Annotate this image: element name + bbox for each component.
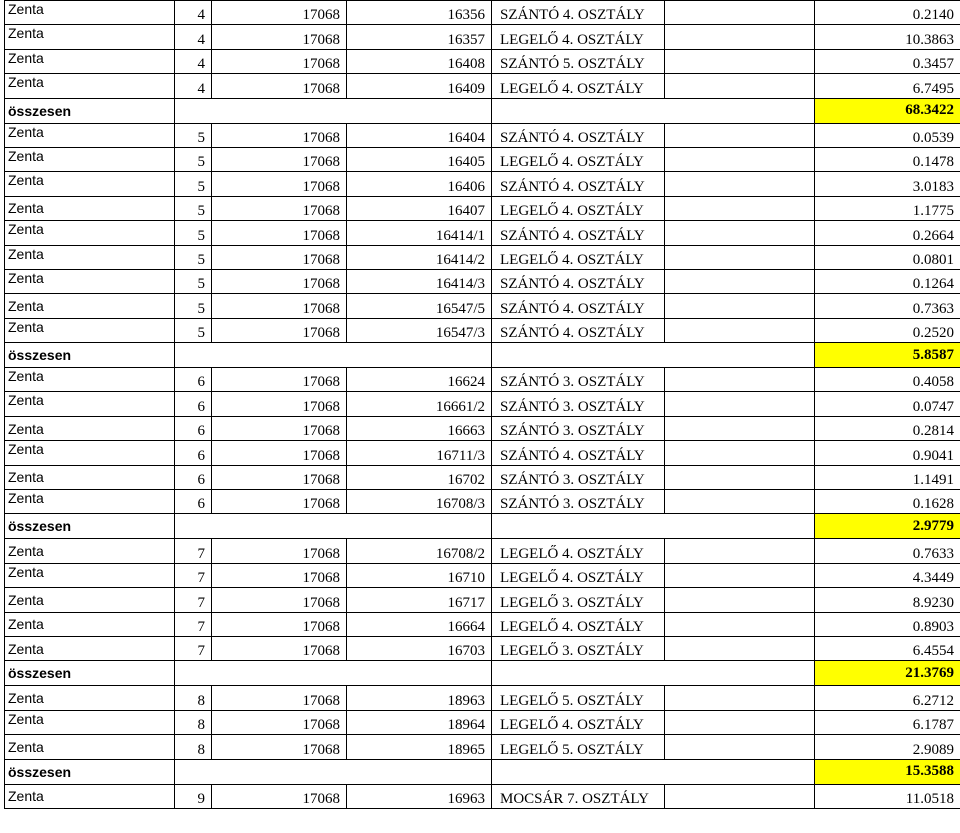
block-cell: 8 [175,686,212,710]
spacer-cell [665,392,815,416]
total-value: 15.3588 [815,759,960,784]
total-label: összesen [5,759,175,784]
spacer-cell [665,25,815,49]
district-cell: 17068 [212,686,347,710]
spacer-cell [665,539,815,563]
total-spacer-cell [175,343,492,368]
spacer-cell [665,710,815,734]
district-cell: 17068 [212,563,347,587]
place-cell: Zenta [5,221,175,245]
total-value: 68.3422 [815,98,960,123]
cultivation-cell: LEGELŐ 4. OSZTÁLY [492,74,665,98]
spacer-cell [665,74,815,98]
place-cell: Zenta [5,735,175,759]
spacer-cell [665,123,815,147]
table-row [5,465,960,489]
total-spacer-cell [175,661,492,686]
district-cell: 17068 [212,123,347,147]
cultivation-cell: SZÁNTÓ 3. OSZTÁLY [492,416,665,440]
area-cell: 6.1787 [815,710,960,734]
district-cell: 17068 [212,318,347,342]
place-cell: Zenta [5,74,175,98]
place-cell: Zenta [5,636,175,660]
cultivation-cell: SZÁNTÓ 4. OSZTÁLY [492,318,665,342]
cultivation-cell: SZÁNTÓ 4. OSZTÁLY [492,172,665,196]
district-cell: 17068 [212,245,347,269]
area-cell: 0.7633 [815,539,960,563]
parcel-cell: 16409 [347,74,492,98]
parcel-cell: 16710 [347,563,492,587]
spacer-cell [665,147,815,171]
area-cell: 0.1478 [815,147,960,171]
parcel-cell: 16703 [347,636,492,660]
place-cell: Zenta [5,465,175,489]
block-cell: 7 [175,612,212,636]
cultivation-cell: SZÁNTÓ 4. OSZTÁLY [492,269,665,293]
table-row [5,563,960,587]
block-cell: 5 [175,172,212,196]
place-cell: Zenta [5,245,175,269]
place-cell: Zenta [5,441,175,465]
cultivation-cell: SZÁNTÓ 4. OSZTÁLY [492,1,665,25]
spacer-cell [665,416,815,440]
place-cell: Zenta [5,172,175,196]
table-row [5,710,960,734]
cultivation-cell: LEGELŐ 4. OSZTÁLY [492,612,665,636]
parcel-cell: 16414/1 [347,221,492,245]
total-spacer-cell [492,661,815,686]
block-cell: 5 [175,318,212,342]
block-cell: 9 [175,784,212,808]
district-cell: 17068 [212,735,347,759]
parcel-cell: 16404 [347,123,492,147]
area-cell: 0.1628 [815,490,960,514]
district-cell: 17068 [212,441,347,465]
total-spacer-cell [492,343,815,368]
block-cell: 8 [175,735,212,759]
block-cell: 8 [175,710,212,734]
place-cell: Zenta [5,490,175,514]
parcel-cell: 16414/2 [347,245,492,269]
area-cell: 6.7495 [815,74,960,98]
area-cell: 10.3863 [815,25,960,49]
place-cell: Zenta [5,123,175,147]
total-row [5,514,960,539]
area-cell: 0.2664 [815,221,960,245]
total-spacer-cell [492,98,815,123]
area-cell: 0.2520 [815,318,960,342]
place-cell: Zenta [5,1,175,25]
spacer-cell [665,686,815,710]
parcel-cell: 16408 [347,49,492,73]
table-row [5,368,960,392]
total-row [5,759,960,784]
spacer-cell [665,1,815,25]
cultivation-cell: SZÁNTÓ 3. OSZTÁLY [492,392,665,416]
spacer-cell [665,269,815,293]
area-cell: 0.8903 [815,612,960,636]
place-cell: Zenta [5,25,175,49]
district-cell: 17068 [212,196,347,220]
spacer-cell [665,563,815,587]
area-cell: 0.4058 [815,368,960,392]
block-cell: 6 [175,416,212,440]
table-row [5,588,960,612]
parcel-cell: 16547/5 [347,294,492,318]
table-row [5,441,960,465]
table-row [5,74,960,98]
parcel-cell: 16405 [347,147,492,171]
block-cell: 4 [175,1,212,25]
parcel-cell: 16356 [347,1,492,25]
table-row [5,686,960,710]
district-cell: 17068 [212,269,347,293]
area-cell: 0.0747 [815,392,960,416]
table-row [5,196,960,220]
spacer-cell [665,172,815,196]
spacer-cell [665,441,815,465]
district-cell: 17068 [212,392,347,416]
district-cell: 17068 [212,172,347,196]
place-cell: Zenta [5,686,175,710]
cultivation-cell: LEGELŐ 5. OSZTÁLY [492,686,665,710]
block-cell: 5 [175,269,212,293]
table-row [5,245,960,269]
total-label: összesen [5,98,175,123]
table-row [5,49,960,73]
block-cell: 4 [175,49,212,73]
table-row [5,318,960,342]
area-cell: 0.0539 [815,123,960,147]
district-cell: 17068 [212,465,347,489]
parcel-cell: 18965 [347,735,492,759]
place-cell: Zenta [5,784,175,808]
cultivation-cell: SZÁNTÓ 3. OSZTÁLY [492,490,665,514]
cultivation-cell: SZÁNTÓ 5. OSZTÁLY [492,49,665,73]
cultivation-cell: LEGELŐ 5. OSZTÁLY [492,735,665,759]
cultivation-cell: LEGELŐ 4. OSZTÁLY [492,25,665,49]
cultivation-cell: LEGELŐ 4. OSZTÁLY [492,563,665,587]
district-cell: 17068 [212,416,347,440]
parcel-cell: 16624 [347,368,492,392]
block-cell: 5 [175,123,212,147]
place-cell: Zenta [5,269,175,293]
total-value: 21.3769 [815,661,960,686]
place-cell: Zenta [5,563,175,587]
place-cell: Zenta [5,588,175,612]
spacer-cell [665,636,815,660]
spacer-cell [665,368,815,392]
district-cell: 17068 [212,1,347,25]
total-spacer-cell [175,514,492,539]
total-label: összesen [5,514,175,539]
parcel-cell: 16663 [347,416,492,440]
place-cell: Zenta [5,710,175,734]
spacer-cell [665,735,815,759]
area-cell: 1.1775 [815,196,960,220]
spacer-cell [665,465,815,489]
block-cell: 5 [175,294,212,318]
cultivation-cell: SZÁNTÓ 4. OSZTÁLY [492,294,665,318]
parcel-cell: 18963 [347,686,492,710]
area-cell: 0.3457 [815,49,960,73]
total-value: 5.8587 [815,343,960,368]
cultivation-cell: SZÁNTÓ 4. OSZTÁLY [492,123,665,147]
cultivation-cell: LEGELŐ 3. OSZTÁLY [492,636,665,660]
parcel-cell: 16661/2 [347,392,492,416]
parcel-table-body [5,1,960,809]
place-cell: Zenta [5,318,175,342]
place-cell: Zenta [5,416,175,440]
parcel-cell: 16963 [347,784,492,808]
total-spacer-cell [175,759,492,784]
place-cell: Zenta [5,392,175,416]
block-cell: 5 [175,196,212,220]
parcel-cell: 16664 [347,612,492,636]
total-spacer-cell [175,98,492,123]
block-cell: 5 [175,221,212,245]
district-cell: 17068 [212,221,347,245]
district-cell: 17068 [212,636,347,660]
place-cell: Zenta [5,49,175,73]
spacer-cell [665,245,815,269]
table-row [5,392,960,416]
table-row [5,612,960,636]
place-cell: Zenta [5,612,175,636]
cultivation-cell: LEGELŐ 4. OSZTÁLY [492,245,665,269]
area-cell: 6.2712 [815,686,960,710]
district-cell: 17068 [212,147,347,171]
block-cell: 7 [175,636,212,660]
block-cell: 5 [175,245,212,269]
table-row [5,147,960,171]
area-cell: 2.9089 [815,735,960,759]
spacer-cell [665,49,815,73]
parcel-cell: 18964 [347,710,492,734]
table-row [5,269,960,293]
district-cell: 17068 [212,294,347,318]
parcel-cell: 16708/3 [347,490,492,514]
cultivation-cell: LEGELŐ 4. OSZTÁLY [492,539,665,563]
cultivation-cell: MOCSÁR 7. OSZTÁLY [492,784,665,808]
area-cell: 8.9230 [815,588,960,612]
total-label: összesen [5,343,175,368]
district-cell: 17068 [212,539,347,563]
total-spacer-cell [492,514,815,539]
table-row [5,123,960,147]
parcel-cell: 16708/2 [347,539,492,563]
spacer-cell [665,490,815,514]
table-row [5,539,960,563]
table-row [5,1,960,25]
spacer-cell [665,588,815,612]
total-row [5,343,960,368]
block-cell: 6 [175,392,212,416]
cultivation-cell: LEGELŐ 4. OSZTÁLY [492,196,665,220]
place-cell: Zenta [5,147,175,171]
area-cell: 4.3449 [815,563,960,587]
district-cell: 17068 [212,25,347,49]
total-value: 2.9779 [815,514,960,539]
table-row [5,416,960,440]
area-cell: 11.0518 [815,784,960,808]
total-row [5,98,960,123]
table-row [5,221,960,245]
block-cell: 7 [175,539,212,563]
cultivation-cell: LEGELŐ 3. OSZTÁLY [492,588,665,612]
table-row [5,735,960,759]
parcel-cell: 16717 [347,588,492,612]
area-cell: 0.2140 [815,1,960,25]
spacer-cell [665,221,815,245]
district-cell: 17068 [212,49,347,73]
spacer-cell [665,784,815,808]
place-cell: Zenta [5,196,175,220]
block-cell: 7 [175,563,212,587]
area-cell: 1.1491 [815,465,960,489]
block-cell: 7 [175,588,212,612]
place-cell: Zenta [5,539,175,563]
area-cell: 0.9041 [815,441,960,465]
parcel-table [4,0,960,809]
area-cell: 0.7363 [815,294,960,318]
parcel-cell: 16407 [347,196,492,220]
district-cell: 17068 [212,74,347,98]
place-cell: Zenta [5,368,175,392]
block-cell: 6 [175,441,212,465]
parcel-cell: 16702 [347,465,492,489]
district-cell: 17068 [212,368,347,392]
table-row [5,636,960,660]
total-row [5,661,960,686]
block-cell: 6 [175,490,212,514]
block-cell: 5 [175,147,212,171]
table-row [5,25,960,49]
table-row [5,490,960,514]
parcel-cell: 16406 [347,172,492,196]
area-cell: 3.0183 [815,172,960,196]
place-cell: Zenta [5,294,175,318]
table-row [5,784,960,808]
district-cell: 17068 [212,612,347,636]
block-cell: 6 [175,465,212,489]
spacer-cell [665,318,815,342]
cultivation-cell: LEGELŐ 4. OSZTÁLY [492,147,665,171]
parcel-cell: 16711/3 [347,441,492,465]
spacer-cell [665,196,815,220]
district-cell: 17068 [212,784,347,808]
spacer-cell [665,612,815,636]
total-spacer-cell [492,759,815,784]
table-row [5,294,960,318]
total-label: összesen [5,661,175,686]
spacer-cell [665,294,815,318]
cultivation-cell: SZÁNTÓ 4. OSZTÁLY [492,441,665,465]
area-cell: 0.2814 [815,416,960,440]
area-cell: 6.4554 [815,636,960,660]
parcel-cell: 16547/3 [347,318,492,342]
block-cell: 6 [175,368,212,392]
block-cell: 4 [175,74,212,98]
district-cell: 17068 [212,710,347,734]
district-cell: 17068 [212,588,347,612]
table-row [5,172,960,196]
cultivation-cell: SZÁNTÓ 3. OSZTÁLY [492,465,665,489]
area-cell: 0.0801 [815,245,960,269]
district-cell: 17068 [212,490,347,514]
cultivation-cell: SZÁNTÓ 3. OSZTÁLY [492,368,665,392]
parcel-cell: 16414/3 [347,269,492,293]
cultivation-cell: SZÁNTÓ 4. OSZTÁLY [492,221,665,245]
cultivation-cell: LEGELŐ 4. OSZTÁLY [492,710,665,734]
area-cell: 0.1264 [815,269,960,293]
block-cell: 4 [175,25,212,49]
parcel-cell: 16357 [347,25,492,49]
